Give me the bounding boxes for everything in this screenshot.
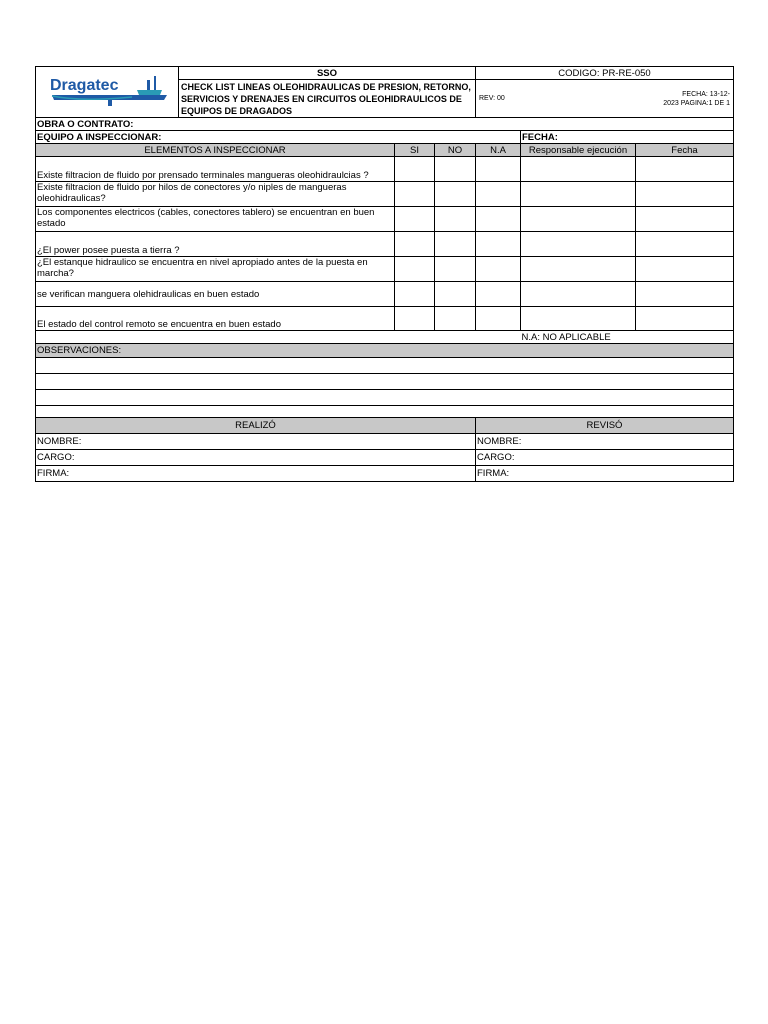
col-responsable: Responsable ejecución: [521, 144, 636, 157]
responsable-cell[interactable]: [521, 307, 636, 331]
check-no[interactable]: [435, 182, 476, 207]
item-text: se verifican manguera olehidraulicas en buen estado: [36, 282, 395, 307]
fecha-cell[interactable]: [636, 307, 734, 331]
dragatec-logo-icon: [42, 70, 172, 112]
check-si[interactable]: [395, 207, 435, 232]
realizo-cargo-field[interactable]: CARGO:: [36, 450, 476, 466]
check-na[interactable]: [476, 182, 521, 207]
responsable-cell[interactable]: [521, 257, 636, 282]
item-text: ¿El power posee puesta a tierra ?: [36, 232, 395, 257]
table-row: [36, 257, 734, 282]
col-no: NO: [435, 144, 476, 157]
check-na[interactable]: [476, 232, 521, 257]
fecha-cell[interactable]: [636, 282, 734, 307]
item-text: Los componentes electricos (cables, conectores tablero) se encuentran en buen estado: [36, 207, 395, 232]
check-na[interactable]: [476, 307, 521, 331]
revision-label: REV: 00: [479, 95, 505, 102]
area-label: SSO: [179, 67, 476, 80]
check-no[interactable]: [435, 282, 476, 307]
fecha-cell[interactable]: [636, 157, 734, 182]
check-no[interactable]: [435, 157, 476, 182]
table-row: [36, 207, 734, 232]
responsable-cell[interactable]: [521, 282, 636, 307]
fecha-cell[interactable]: [636, 232, 734, 257]
form-title: CHECK LIST LINEAS OLEOHIDRAULICAS DE PRESION, RETORNO, SERVICIOS Y DRENAJES EN CIRCUITOS OLEOHIDRAULICOS DE EQUIPOS DE DRAGADOS: [179, 80, 476, 118]
check-si[interactable]: [395, 282, 435, 307]
responsable-cell[interactable]: [521, 182, 636, 207]
col-na: N.A: [476, 144, 521, 157]
checklist-form: [35, 66, 733, 482]
table-row: [36, 307, 734, 331]
item-text: Existe filtracion de fluido por hilos de conectores y/o niples de mangueras oleohidraulicas?: [36, 182, 395, 207]
item-text: Existe filtracion de fluido por prensado terminales mangueras oleohidraulcias ?: [36, 157, 395, 182]
company-logo: [36, 67, 179, 118]
check-na[interactable]: [476, 282, 521, 307]
fecha-field[interactable]: FECHA:: [521, 131, 734, 144]
check-no[interactable]: [435, 307, 476, 331]
check-na[interactable]: [476, 257, 521, 282]
observation-line[interactable]: [36, 358, 734, 374]
reviso-nombre-field[interactable]: NOMBRE:: [476, 434, 734, 450]
page-label: 2023 PAGINA:1 DE 1: [663, 99, 730, 107]
fecha-cell[interactable]: [636, 182, 734, 207]
responsable-cell[interactable]: [521, 232, 636, 257]
revision-block: [476, 80, 734, 118]
responsable-cell[interactable]: [521, 157, 636, 182]
table-row: [36, 282, 734, 307]
reviso-header: REVISÓ: [476, 418, 734, 434]
col-si: SI: [395, 144, 435, 157]
check-na[interactable]: [476, 157, 521, 182]
reviso-cargo-field[interactable]: CARGO:: [476, 450, 734, 466]
realizo-header: REALIZÓ: [36, 418, 476, 434]
check-si[interactable]: [395, 157, 435, 182]
realizo-firma-field[interactable]: FIRMA:: [36, 466, 476, 482]
table-row: [36, 182, 734, 207]
logo-text: Dragatec: [50, 76, 119, 94]
responsable-cell[interactable]: [521, 207, 636, 232]
observaciones-label: OBSERVACIONES:: [36, 344, 734, 358]
reviso-firma-field[interactable]: FIRMA:: [476, 466, 734, 482]
check-si[interactable]: [395, 232, 435, 257]
observation-line[interactable]: [36, 374, 734, 390]
form-table: [35, 66, 734, 482]
realizo-nombre-field[interactable]: NOMBRE:: [36, 434, 476, 450]
check-si[interactable]: [395, 182, 435, 207]
check-no[interactable]: [435, 207, 476, 232]
check-no[interactable]: [435, 232, 476, 257]
col-elementos: ELEMENTOS A INSPECCIONAR: [36, 144, 395, 157]
fecha-cell[interactable]: [636, 257, 734, 282]
equipo-field[interactable]: EQUIPO A INSPECCIONAR:: [36, 131, 521, 144]
item-text: El estado del control remoto se encuentra en buen estado: [36, 307, 395, 331]
check-no[interactable]: [435, 257, 476, 282]
observation-line[interactable]: [36, 390, 734, 406]
observation-line[interactable]: [36, 406, 734, 418]
check-si[interactable]: [395, 307, 435, 331]
item-text: ¿El estanque hidraulico se encuentra en nivel apropiado antes de la puesta en marcha?: [36, 257, 395, 282]
date-label: FECHA: 13-12-: [682, 90, 730, 98]
document-code: CODIGO: PR-RE-050: [476, 67, 734, 80]
table-row: [36, 157, 734, 182]
fecha-cell[interactable]: [636, 207, 734, 232]
na-note: N.A: NO APLICABLE: [521, 331, 734, 344]
check-na[interactable]: [476, 207, 521, 232]
check-si[interactable]: [395, 257, 435, 282]
table-row: [36, 232, 734, 257]
obra-field[interactable]: OBRA O CONTRATO:: [36, 118, 734, 131]
col-fecha: Fecha: [636, 144, 734, 157]
